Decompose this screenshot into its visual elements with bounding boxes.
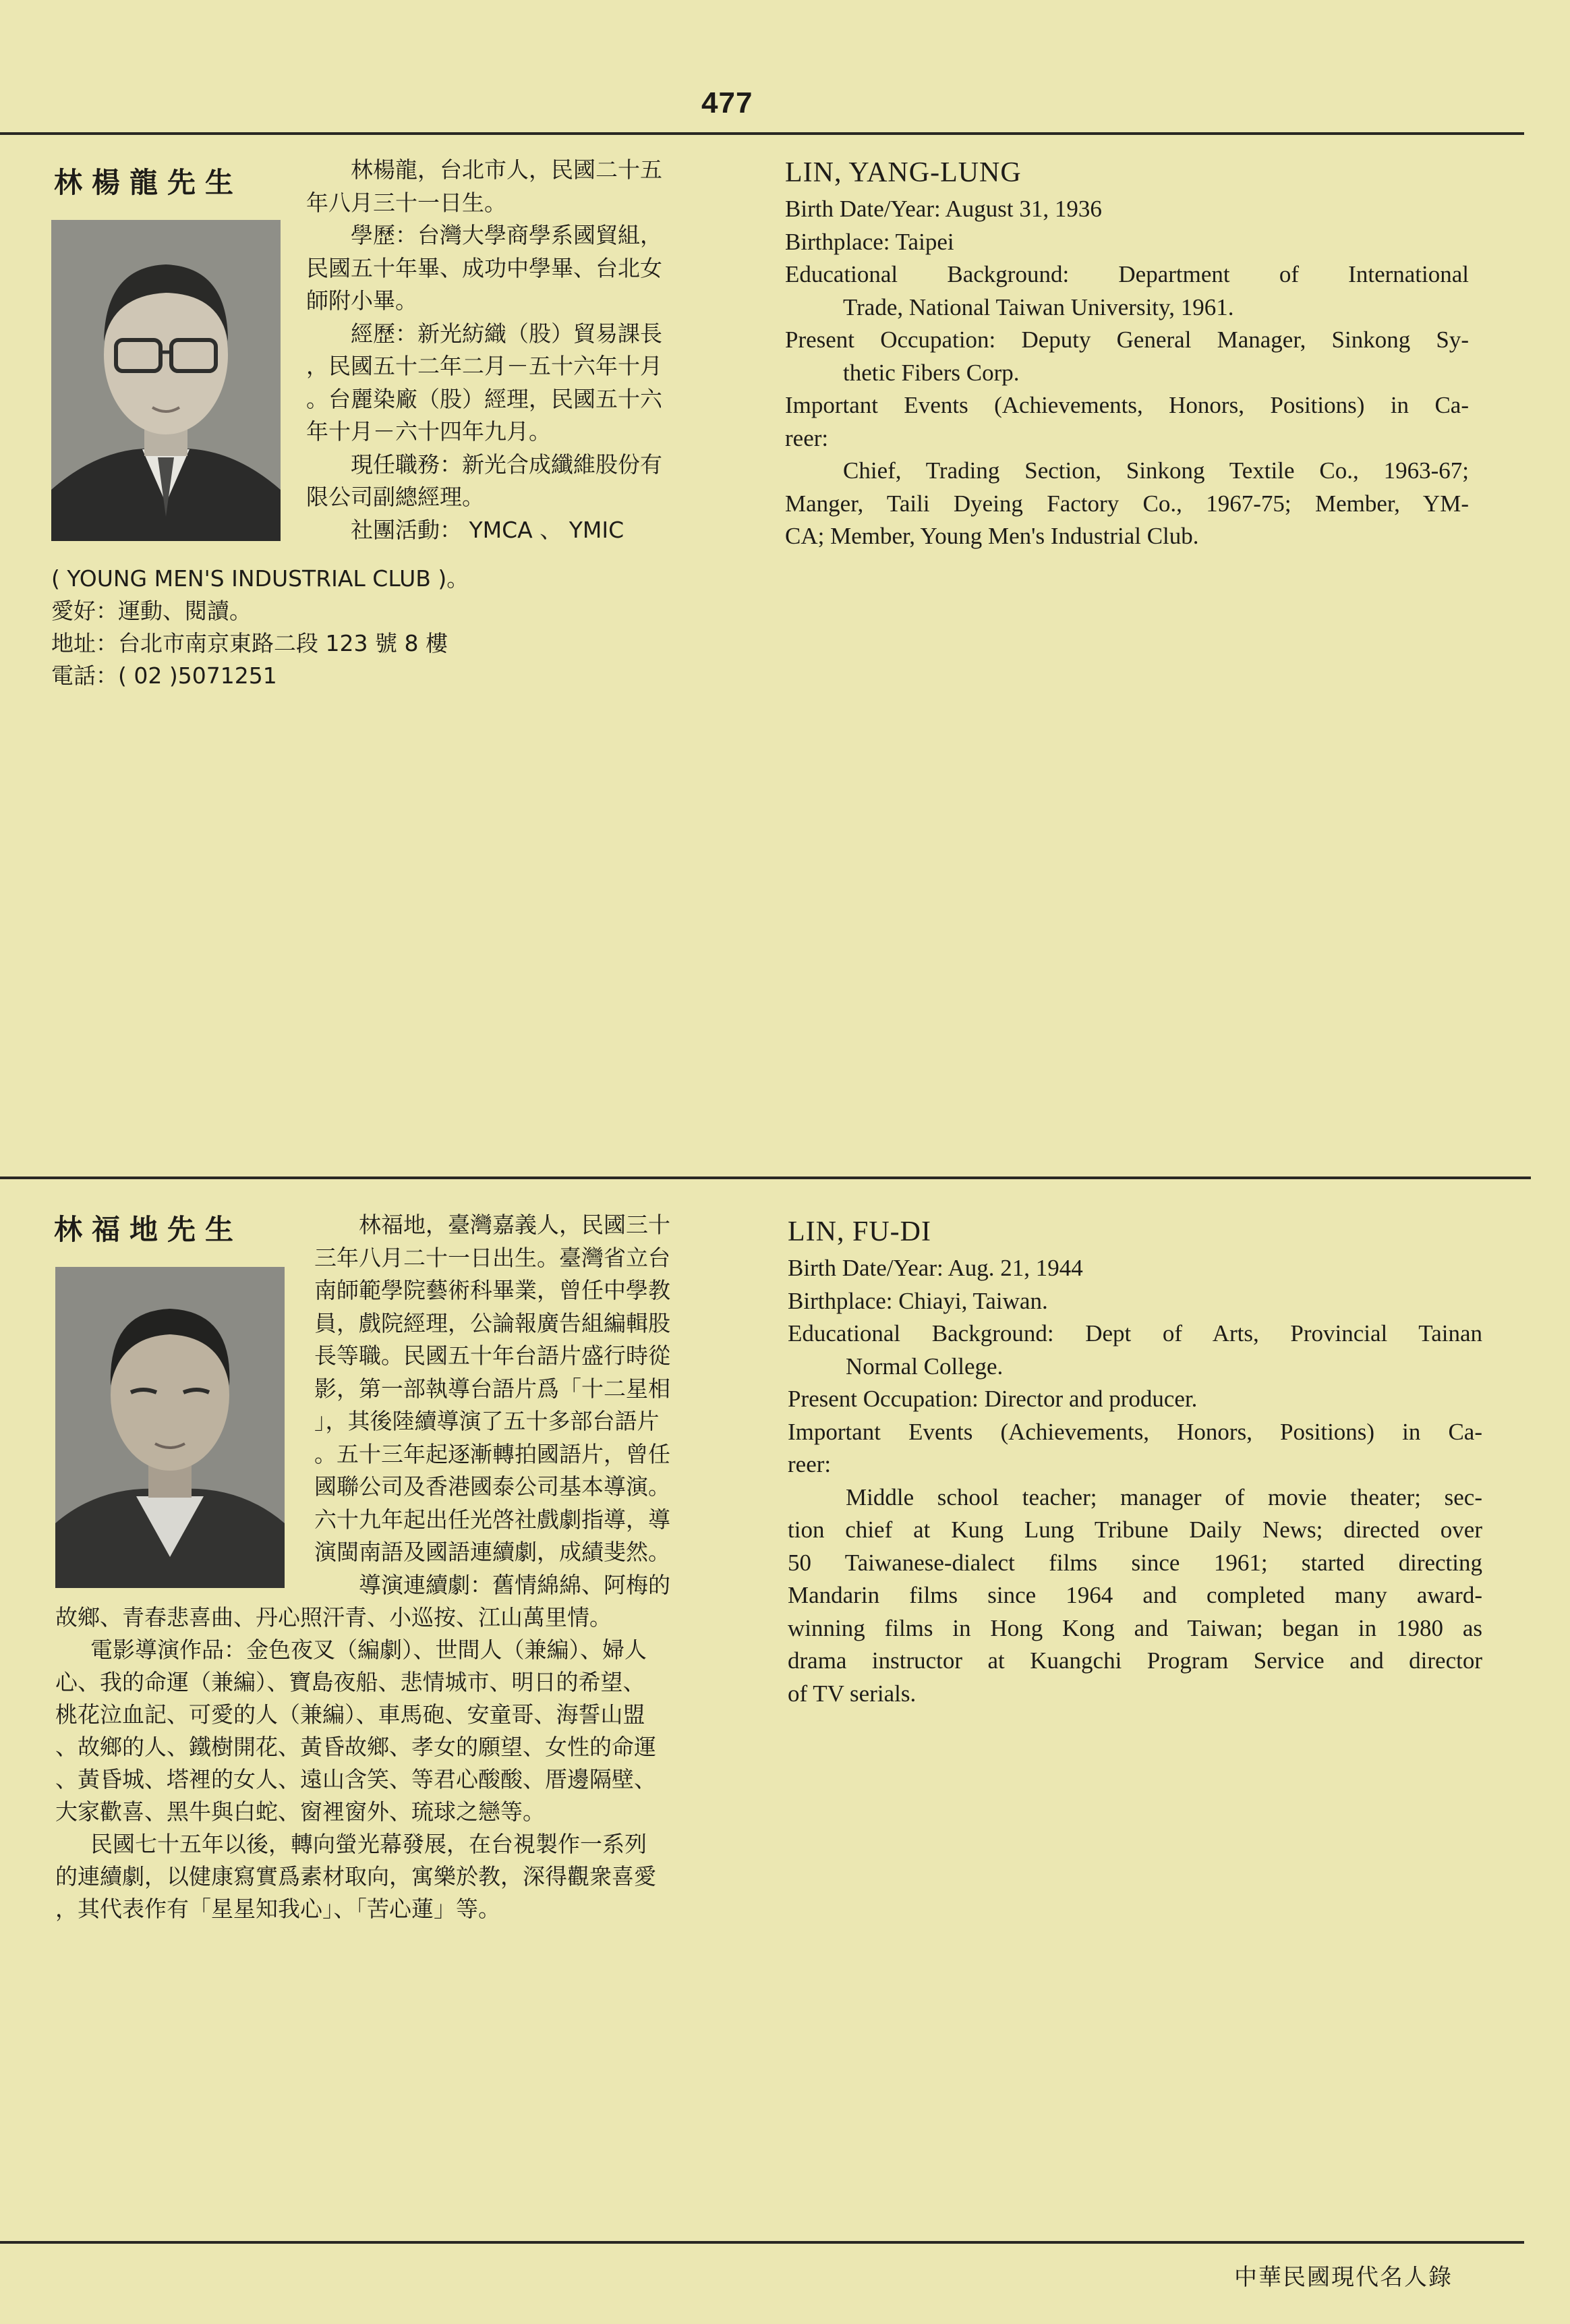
cn-line: 大家歡喜、黑牛與白蛇、窗裡窗外、琉球之戀等。 xyxy=(55,1798,545,1825)
education: Educational Background: Department of International xyxy=(785,261,1469,287)
events-heading: Important Events (Achievements, Honors, Positions) in Ca- xyxy=(788,1418,1482,1445)
header-rule xyxy=(0,132,1524,135)
entry-name-en: LIN, YANG-LUNG xyxy=(785,157,1022,188)
events-line: CA; Member, Young Men's Industrial Club. xyxy=(785,523,1199,549)
events-line: winning films in Hong Kong and Taiwan; began in 1980 as xyxy=(788,1614,1482,1641)
cn-line: 年十月－六十四年九月。 xyxy=(306,418,551,445)
cn-line: 年八月三十一日生。 xyxy=(306,189,506,216)
events-line: drama instructor at Kuangchi Program Service and director xyxy=(788,1647,1482,1674)
cn-line: 長等職。民國五十年台語片盛行時從 xyxy=(314,1342,670,1369)
cn-line: 。台麗染廠（股）經理，民國五十六 xyxy=(306,385,662,412)
occupation: Present Occupation: Director and producer. xyxy=(788,1386,1198,1412)
events-line: Manger, Taili Dyeing Factory Co., 1967-75; Member, YM- xyxy=(785,490,1469,517)
cn-line: 電影導演作品：金色夜叉（編劇）、世間人（兼編）、婦人 xyxy=(90,1637,647,1663)
cn-line: 社團活動： YMCA 、 YMIC xyxy=(351,516,624,543)
cn-line: 。五十三年起逐漸轉拍國語片，曾任 xyxy=(314,1440,670,1467)
cn-line: 國聯公司及香港國泰公司基本導演。 xyxy=(314,1473,670,1500)
birthplace: Birthplace: Chiayi, Taiwan. xyxy=(788,1287,1048,1314)
footer-book-title: 中華民國現代名人錄 xyxy=(1234,2264,1453,2291)
entry-en-column xyxy=(788,1213,1482,1710)
entry-cn-tail xyxy=(55,1602,736,1925)
cn-line: 學歷：台灣大學商學系國貿組， xyxy=(351,222,662,248)
events-line: Chief, Trading Section, Sinkong Textile Co., 1963-67; xyxy=(843,457,1469,484)
cn-line: 林楊龍，台北市人，民國二十五 xyxy=(351,157,662,183)
occupation-cont: thetic Fibers Corp. xyxy=(843,359,1020,386)
occupation: Present Occupation: Deputy General Manager, Sinkong Sy- xyxy=(785,327,1469,353)
cn-line: 、黃昏城、塔裡的女人、遠山含笑、等君心酸酸、厝邊隔壁、 xyxy=(55,1766,656,1792)
cn-line: 民國七十五年以後，轉向螢光幕發展，在台視製作一系列 xyxy=(90,1831,647,1857)
cn-line: ，其代表作有「星星知我心」、「苦心蓮」等。 xyxy=(55,1896,500,1922)
birth-date: Birth Date/Year: August 31, 1936 xyxy=(785,196,1102,222)
cn-line: 、故鄉的人、鐵樹開花、黃昏故鄉、孝女的願望、女性的命運 xyxy=(55,1734,656,1760)
cn-line: 現任職務：新光合成纖維股份有 xyxy=(351,451,662,478)
cn-line: 的連續劇，以健康寫實爲素材取向，寓樂於教，深得觀衆喜愛 xyxy=(55,1863,656,1890)
cn-line: 三年八月二十一日出生。臺灣省立台 xyxy=(314,1244,670,1271)
events-heading: Important Events (Achievements, Honors, Positions) in Ca- xyxy=(785,392,1469,418)
education-cont: Trade, National Taiwan University, 1961. xyxy=(843,293,1234,320)
cn-line: 地址：台北市南京東路二段 123 號 8 樓 xyxy=(51,630,448,656)
education: Educational Background: Dept of Arts, Provincial Tainan xyxy=(788,1320,1482,1347)
cn-line: 南師範學院藝術科畢業，曾任中學教 xyxy=(314,1277,670,1303)
events-heading-cont: reer: xyxy=(785,424,829,451)
entry-divider-rule xyxy=(0,1177,1531,1179)
portrait-photo xyxy=(55,1267,285,1588)
cn-line: 心、我的命運（兼編）、寶島夜船、悲情城市、明日的希望、 xyxy=(55,1669,645,1695)
education-cont: Normal College. xyxy=(846,1353,1004,1380)
events-line: of TV serials. xyxy=(788,1680,917,1707)
entry-en-column xyxy=(785,154,1469,553)
cn-line: 民國五十年畢、成功中學畢、台北女 xyxy=(306,254,662,281)
cn-line: 電話：( 02 )5071251 xyxy=(51,662,277,689)
entry-name-cn: 林楊龍先生 xyxy=(54,166,243,199)
cn-line: 六十九年起出任光啓社戲劇指導，導 xyxy=(314,1506,670,1533)
portrait-man-glasses-icon xyxy=(51,220,281,541)
events-line: 50 Taiwanese-dialect films since 1961; started directing xyxy=(788,1549,1482,1576)
footer-rule xyxy=(0,2241,1524,2244)
cn-line: 演閩南語及國語連續劇，成績斐然。 xyxy=(314,1539,670,1565)
cn-line: 限公司副總經理。 xyxy=(306,484,484,510)
entry-name-en: LIN, FU-DI xyxy=(788,1216,931,1247)
page-number: 477 xyxy=(701,86,753,119)
entry-cn-tail xyxy=(51,563,780,692)
events-line: tion chief at Kung Lung Tribune Daily News; directed over xyxy=(788,1517,1482,1543)
cn-line: 林福地，臺灣嘉義人，民國三十 xyxy=(359,1212,670,1238)
cn-line: 經歷：新光紡織（股）貿易課長 xyxy=(351,320,662,347)
cn-line: 導演連續劇：舊情綿綿、阿梅的 xyxy=(359,1571,670,1598)
cn-line: 愛好：運動、閱讀。 xyxy=(51,598,252,624)
events-line: Middle school teacher; manager of movie theater; sec- xyxy=(846,1483,1482,1510)
cn-line: 故鄉、青春悲喜曲、丹心照汗青、小巡按、江山萬里情。 xyxy=(55,1604,612,1631)
cn-line: ，民國五十二年二月－五十六年十月 xyxy=(306,353,662,379)
entry-cn-intro xyxy=(306,154,719,546)
entry-cn-body xyxy=(314,1209,732,1602)
entry-name-cn: 林福地先生 xyxy=(54,1213,243,1246)
cn-line: 師附小畢。 xyxy=(306,287,417,314)
birthplace: Birthplace: Taipei xyxy=(785,228,954,255)
portrait-photo xyxy=(51,220,281,541)
cn-line: 影，第一部執導台語片爲「十二星相 xyxy=(314,1375,670,1402)
events-heading-cont: reer: xyxy=(788,1451,832,1477)
portrait-man-icon xyxy=(55,1267,285,1588)
cn-line: ( YOUNG MEN'S INDUSTRIAL CLUB )。 xyxy=(51,565,469,592)
cn-line: 」，其後陸續導演了五十多部台語片 xyxy=(314,1408,660,1434)
cn-line: 員，戲院經理，公論報廣告組編輯股 xyxy=(314,1309,670,1336)
cn-line: 桃花泣血記、可愛的人（兼編）、車馬砲、安童哥、海誓山盟 xyxy=(55,1701,645,1728)
events-line: Mandarin films since 1964 and completed many award- xyxy=(788,1582,1482,1608)
birth-date: Birth Date/Year: Aug. 21, 1944 xyxy=(788,1255,1083,1281)
